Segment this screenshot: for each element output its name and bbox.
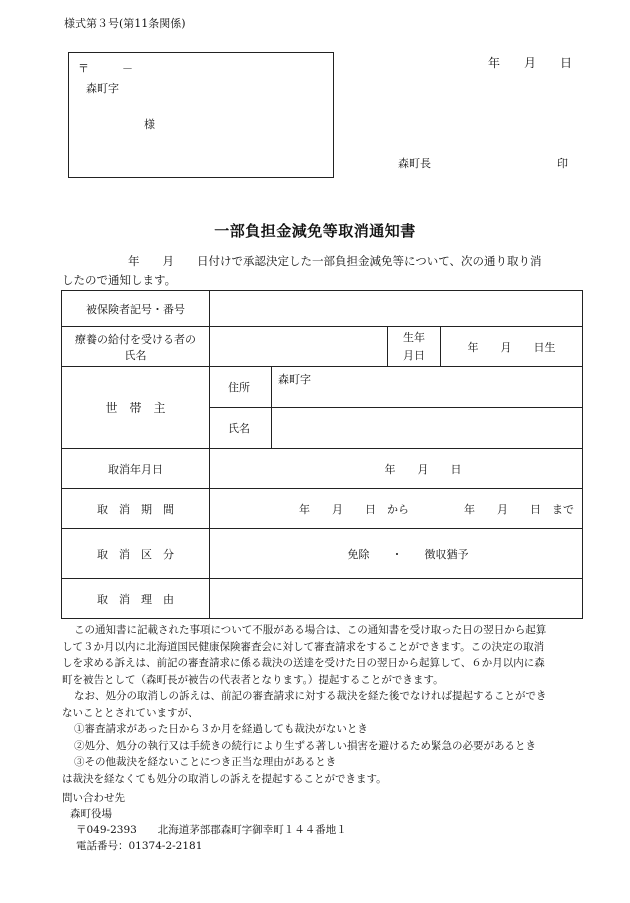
note-item-1: ①審査請求があった日から３か月を経過しても裁決がないとき	[74, 723, 368, 735]
contact-info	[62, 790, 347, 854]
seal-mark: 印	[557, 157, 568, 170]
cancel-period-value: 年 月 日 から 年 月 日 まで	[210, 489, 583, 529]
notice-table	[61, 290, 583, 619]
form-number: 様式第３号(第11条関係)	[64, 17, 186, 30]
intro-line-1: 年 月 日付けで承認決定した一部負担金減免等について、次の通り取り消	[128, 254, 542, 268]
address-value: 森町字	[272, 367, 583, 408]
intro-line-2: したので通知します。	[62, 273, 177, 287]
contact-heading: 問い合わせ先	[62, 792, 125, 804]
note-line: この通知書に記載された事項について不服がある場合は、この通知書を受け取った日の翌日から起算	[74, 624, 547, 636]
cancel-period-label: 取 消 期 間	[62, 489, 210, 529]
cancel-reason-value	[210, 579, 583, 619]
note-line: して３か月以内に北海道国民健康保険審査会に対して審査請求をすることができます。この決定の取消	[62, 640, 545, 653]
cancel-category-label: 取 消 区 分	[62, 529, 210, 579]
address-label: 住所	[210, 367, 272, 408]
cancel-date-value: 年 月 日	[210, 449, 583, 489]
note-line: なお、処分の取消しの訴えは、前記の審査請求に対する裁決を経た後でなければ提起することができ	[74, 690, 547, 702]
note-line: ないこととされていますが、	[62, 706, 199, 719]
recipient-name-label	[62, 327, 210, 367]
name-value	[272, 408, 583, 449]
honorific: 様	[144, 118, 155, 131]
date-line: 年 月 日	[488, 56, 573, 70]
postal-code: 〒 －	[78, 62, 133, 75]
insured-number-label: 被保険者記号・番号	[62, 291, 210, 327]
cancel-date-label: 取消年月日	[62, 449, 210, 489]
recipient-label-line-1: 療養の給付を受ける者の	[75, 332, 196, 346]
recipient-town: 森町字	[86, 82, 119, 95]
cancel-reason-label: 取 消 理 由	[62, 579, 210, 619]
mayor-name: 森町長	[398, 157, 431, 170]
contact-phone: 電話番号：01374-2-2181	[76, 840, 203, 852]
note-line: 町を被告として（森町長が被告の代表者となります。）提起することができます。	[62, 673, 444, 686]
contact-address: 〒049-2393 北海道茅部郡森町字御幸町１４４番地１	[76, 824, 347, 836]
recipient-name-value	[210, 327, 388, 367]
cancel-category-value: 免除 ・ 徴収猶予	[210, 529, 583, 579]
document-title: 一部負担金減免等取消通知書	[214, 222, 416, 240]
appeal-notes	[62, 622, 582, 787]
birth-label-line-1: 生年	[403, 330, 425, 344]
note-item-2: ②処分、処分の執行又は手続きの続行により生ずる著しい損害を避けるため緊急の必要があるとき	[74, 739, 536, 752]
birth-label-line-2: 月日	[403, 348, 425, 362]
name-label: 氏名	[210, 408, 272, 449]
birth-date-value: 年 月 日生	[441, 327, 583, 367]
note-line: は裁決を経なくても処分の取消しの訴えを提起することができます。	[62, 772, 387, 785]
household-head-label: 世 帯 主	[62, 367, 210, 449]
insured-number-value	[210, 291, 583, 327]
note-line: しを求める訴えは、前記の審査請求に係る裁決の送達を受けた日の翌日から起算して、６か月以内に森	[62, 657, 545, 669]
note-item-3: ③その他裁決を経ないことにつき正当な理由があるとき	[74, 756, 337, 768]
birth-date-label	[388, 327, 441, 367]
recipient-label-line-2: 氏名	[124, 348, 147, 362]
contact-office: 森町役場	[70, 808, 112, 820]
